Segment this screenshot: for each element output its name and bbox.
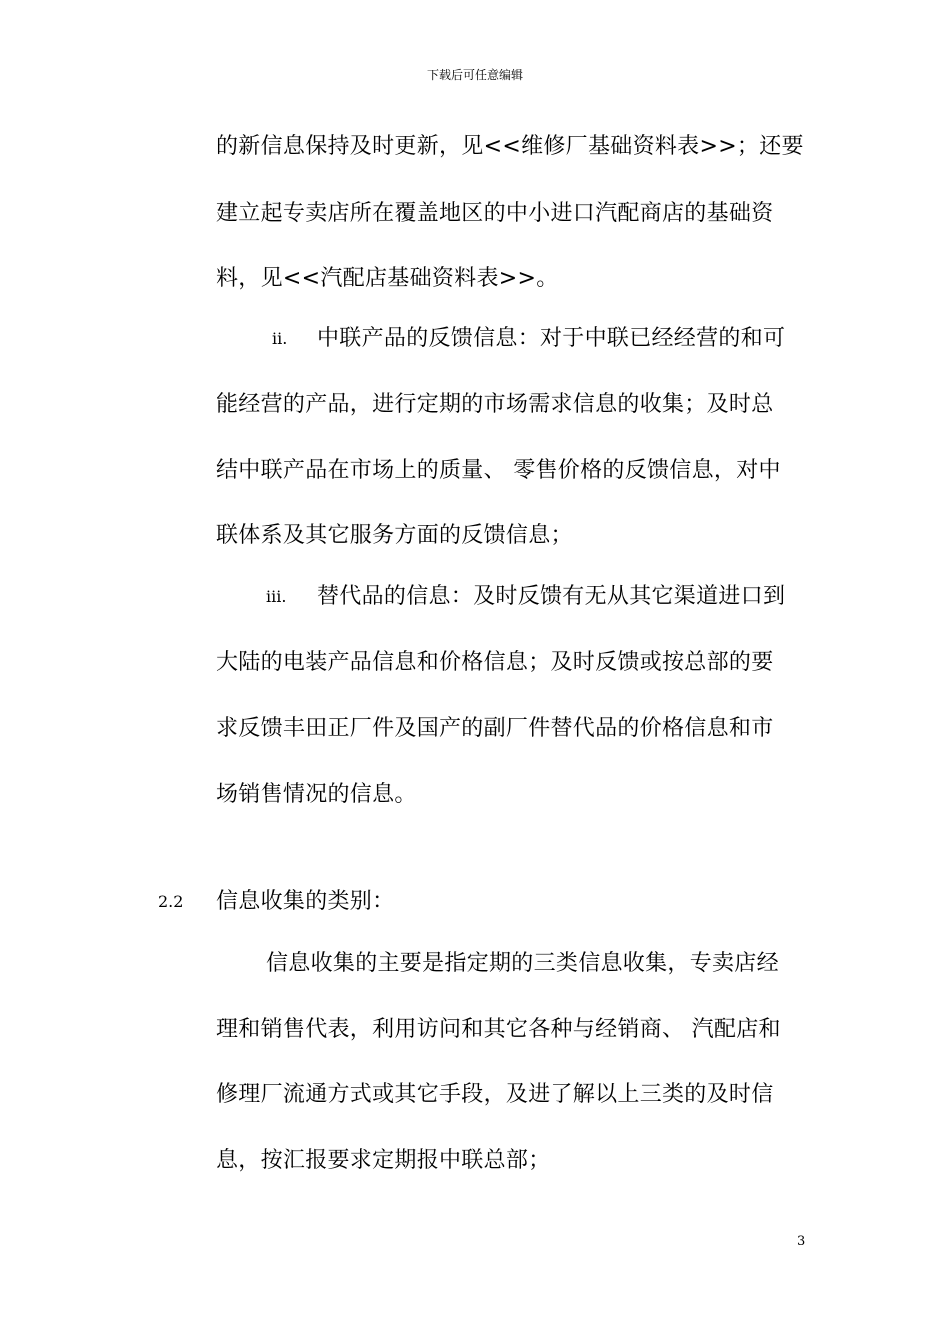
section-number: 2.2 <box>158 892 184 911</box>
list-item-ii-line: 能经营的产品，进行定期的市场需求信息的收集；及时总 <box>216 392 774 417</box>
body-line: 的新信息保持及时更新，见<<维修厂基础资料表>>；还要 <box>216 134 804 159</box>
section-heading: 信息收集的类别： <box>216 889 395 914</box>
section-paragraph-line: 理和销售代表，利用访问和其它各种与经销商、 汽配店和 <box>216 1017 781 1042</box>
section-paragraph-line: 信息收集的主要是指定期的三类信息收集，专卖店经 <box>266 951 779 976</box>
list-item-ii-line: 结中联产品在市场上的质量、 零售价格的反馈信息，对中 <box>216 458 781 483</box>
list-item-ii-line: 联体系及其它服务方面的反馈信息； <box>216 523 573 548</box>
list-numeral-iii: iii. <box>266 587 287 606</box>
list-numeral-ii: ii. <box>272 329 288 348</box>
list-item-iii-line: 替代品的信息：及时反馈有无从其它渠道进口到 <box>317 584 786 609</box>
section-paragraph-line: 修理厂流通方式或其它手段，及进了解以上三类的及时信 <box>216 1082 774 1107</box>
list-item-iii-line: 场销售情况的信息。 <box>216 782 417 807</box>
page-header: 下载后可任意编辑 <box>426 68 523 82</box>
page-number: 3 <box>797 1234 806 1249</box>
list-item-iii-line: 大陆的电装产品信息和价格信息；及时反馈或按总部的要 <box>216 650 774 675</box>
list-item-iii-line: 求反馈丰田正厂件及国产的副厂件替代品的价格信息和市 <box>216 716 774 741</box>
list-item-ii-line: 中联产品的反馈信息：对于中联已经经营的和可 <box>317 326 786 351</box>
section-paragraph-line: 息，按汇报要求定期报中联总部； <box>216 1148 551 1173</box>
body-line: 建立起专卖店所在覆盖地区的中小进口汽配商店的基础资 <box>216 201 774 226</box>
body-line: 料，见<<汽配店基础资料表>>。 <box>216 266 559 291</box>
